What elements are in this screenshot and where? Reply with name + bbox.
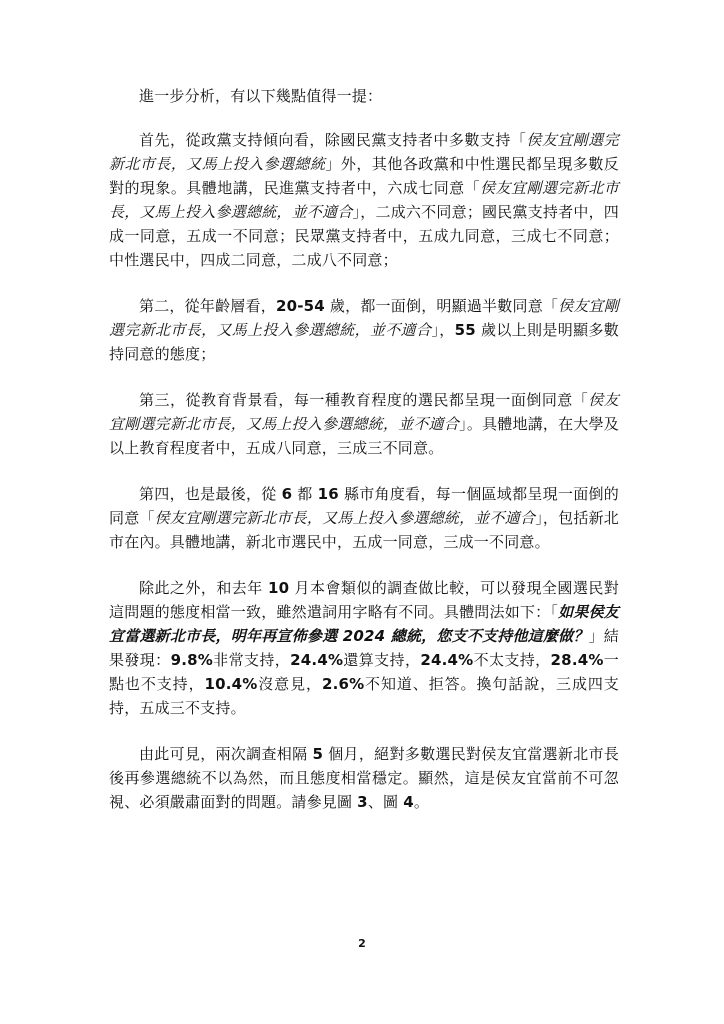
text-run: 一點也不支持， <box>109 651 619 693</box>
text-run: 除此之外，和去年 <box>139 579 268 597</box>
survey-question-quote: 如果侯友宜當選新北市長，明年再宣佈參選 2024 總統，您支不支持他這麼做？ <box>109 603 619 645</box>
percent-text: 24.4% <box>420 651 474 669</box>
figure-reference: 3 <box>357 793 368 811</box>
text-run: 月本會類似的調查做比較，可以發現全國選民對這問題的態度相當一致，雖然遣詞用字略有不同。具體問法如下：「 <box>109 579 619 621</box>
text-run: 非常支持， <box>212 651 291 669</box>
number-text: 6 <box>281 485 293 503</box>
text-run: 第三，從教育背景看，每一種教育程度的選民都呈現一面倒同意「 <box>139 391 589 409</box>
number-text: 16 <box>317 485 339 503</box>
text-run: 第四，也是最後，從 <box>139 485 282 503</box>
intro-text: 進一步分析，有以下幾點值得一提： <box>139 87 383 105</box>
text-run: 沒意見， <box>257 675 322 693</box>
body-text <box>109 84 619 836</box>
text-run: 」， <box>431 321 455 339</box>
percent-text: 2.6% <box>321 675 365 693</box>
text-run: 」外，其他各政黨和中性選民都呈現多數反對的現象。具體地講，民進黨支持者中，六成七同意「 <box>109 155 619 197</box>
paragraph-party-affiliation <box>109 128 619 272</box>
paragraph-comparison <box>109 576 619 720</box>
text-run: 、圖 <box>367 793 404 811</box>
survey-quote: 侯友宜剛選完新北市長，又馬上投入參選總統，並不適合 <box>109 297 619 339</box>
text-run: 縣市角度看，每一個區域都呈現一面倒的同意「 <box>109 485 619 527</box>
number-text: 20-54 <box>275 297 325 315</box>
text-run: 還算支持， <box>343 651 421 669</box>
text-run: 」，包括新北市在內。具體地講，新北市選民中，五成一同意，三成一不同意。 <box>109 509 619 551</box>
number-text: 10 <box>267 579 290 597</box>
page-number: 2 <box>358 937 366 950</box>
text-run: 歲以上則是明顯多數持同意的態度； <box>109 321 619 363</box>
figure-reference: 4 <box>403 793 414 811</box>
paragraph-education <box>109 388 619 460</box>
text-run: 第二，從年齡層看， <box>139 297 276 315</box>
number-text: 55 <box>454 321 476 339</box>
paragraph-conclusion <box>109 742 619 814</box>
percent-text: 10.4% <box>204 675 258 693</box>
paragraph-region <box>109 482 619 554</box>
percent-text: 28.4% <box>550 651 604 669</box>
survey-quote: 侯友宜剛選完新北市長，又馬上投入參選總統，並不適合 <box>109 179 619 221</box>
text-run: 不知道、拒答。換句話說，三成四支持，五成三不支持。 <box>109 675 619 717</box>
paragraph-age-group <box>109 294 619 366</box>
intro-paragraph <box>109 84 619 108</box>
text-run: 都 <box>292 485 318 503</box>
text-run: 」，二成六不同意；國民黨支持者中，四成一同意，五成一不同意；民眾黨支持者中，五成九同意，三成七不同意；中性選民中，四成二同意，二成八不同意； <box>109 203 620 269</box>
text-run: 個月，絕對多數選民對侯友宜當選新北市長後再參選總統不以為然，而且態度相當穩定。顯然，這是侯友宜當前不可忽視、必須嚴肅面對的問題。請參見圖 <box>109 745 619 811</box>
text-run: 歲，都一面倒，明顯過半數同意「 <box>324 297 559 315</box>
number-text: 5 <box>312 745 324 763</box>
percent-text: 9.8% <box>170 651 213 669</box>
text-run: 由此可見，兩次調查相隔 <box>139 745 313 763</box>
text-run: 首先，從政黨支持傾向看，除國民黨支持者中多數支持「 <box>139 131 527 149</box>
percent-text: 24.4% <box>290 651 344 669</box>
survey-quote: 侯友宜剛選完新北市長，又馬上投入參選總統 <box>109 131 619 173</box>
text-run: 」結果發現： <box>109 627 619 669</box>
survey-quote: 侯友宜剛選完新北市長，又馬上投入參選總統，並不適合 <box>109 391 619 433</box>
text-run: 。 <box>413 793 430 811</box>
text-run: 」。具體地講，在大學及以上教育程度者中，五成八同意，三成三不同意。 <box>109 415 620 457</box>
text-run: 不太支持， <box>473 651 551 669</box>
survey-quote: 侯友宜剛選完新北市長，又馬上投入參選總統，並不適合 <box>154 509 536 527</box>
